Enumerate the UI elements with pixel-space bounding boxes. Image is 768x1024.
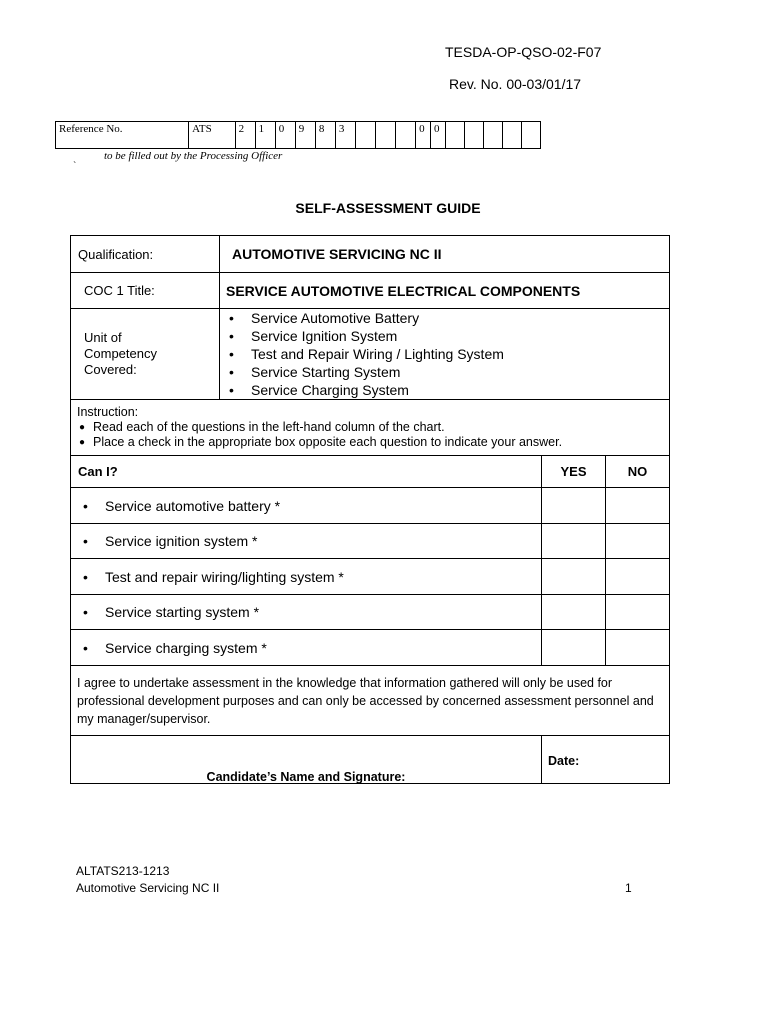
units-list (220, 309, 669, 399)
candidate-signature-label: Candidate’s Name and Signature: (206, 770, 406, 784)
question-row (71, 559, 670, 595)
reference-label: Reference No. (56, 122, 189, 149)
agreement-text: I agree to undertake assessment in the knowledge that information gathered will only be used for professional development purposes and can only be accessed by concerned assessment personnel and my manager/supervisor. (77, 675, 654, 726)
reference-cell (483, 122, 502, 149)
instruction-item: ● Place a check in the appropriate box opposite each question to indicate your answer. (77, 435, 669, 450)
reference-cell (376, 122, 396, 149)
yes-checkbox[interactable] (542, 559, 606, 595)
instruction-row (71, 400, 670, 456)
coc-row (71, 273, 670, 309)
reference-cell: 0 (416, 122, 431, 149)
yes-checkbox[interactable] (542, 524, 606, 559)
question-text: • Service starting system * (71, 604, 541, 620)
coc-label: COC 1 Title: (84, 283, 155, 298)
reference-cell: 1 (255, 122, 275, 149)
reference-cell (502, 122, 521, 149)
yes-checkbox[interactable] (542, 595, 606, 630)
instruction-list (71, 420, 669, 450)
unit-item: • Service Charging System (220, 381, 669, 399)
instruction-item: ● Read each of the questions in the left-hand column of the chart. (77, 420, 669, 435)
question-text: • Test and repair wiring/lighting system * (71, 569, 541, 585)
units-label-line: Unit of (84, 330, 122, 345)
yes-header: YES (560, 464, 587, 479)
signature-row (71, 736, 670, 784)
reference-cell: 3 (335, 122, 355, 149)
reference-cell (464, 122, 483, 149)
unit-item: • Service Automotive Battery (220, 309, 669, 327)
stray-mark: ` (73, 161, 77, 172)
units-label-line: Competency (84, 346, 157, 361)
processing-officer-note: to be filled out by the Processing Officer (104, 150, 283, 162)
reference-cell: 0 (430, 122, 445, 149)
question-row (71, 524, 670, 559)
units-label-line: Covered: (84, 362, 137, 377)
reference-cell (396, 122, 416, 149)
instruction-label: Instruction: (77, 405, 139, 419)
unit-item: • Test and Repair Wiring / Lighting System (220, 345, 669, 363)
form-code: TESDA-OP-QSO-02-F07 (445, 44, 602, 60)
page-number: 1 (625, 881, 632, 895)
question-row (71, 630, 670, 666)
question-text: • Service charging system * (71, 640, 541, 656)
no-checkbox[interactable] (606, 524, 670, 559)
footer-document-code: ALTATS213-1213 (76, 864, 170, 878)
unit-item: • Service Starting System (220, 363, 669, 381)
reference-cell: ATS (189, 122, 235, 149)
question-text: • Service automotive battery * (71, 498, 541, 514)
no-checkbox[interactable] (606, 559, 670, 595)
footer-qualification: Automotive Servicing NC II (76, 881, 220, 895)
revision-number: Rev. No. 00-03/01/17 (449, 76, 582, 92)
candidate-signature-field[interactable] (71, 736, 542, 784)
qualification-value: AUTOMOTIVE SERVICING NC II (232, 246, 442, 262)
reference-cell: 0 (275, 122, 295, 149)
coc-title: SERVICE AUTOMOTIVE ELECTRICAL COMPONENTS (226, 282, 581, 299)
no-header: NO (627, 464, 648, 479)
reference-cell: 8 (315, 122, 335, 149)
unit-item: • Service Ignition System (220, 327, 669, 345)
yes-checkbox[interactable] (542, 488, 606, 524)
question-row (71, 595, 670, 630)
date-label: Date: (548, 754, 580, 768)
qualification-row (71, 236, 670, 273)
date-field[interactable] (542, 736, 670, 784)
reference-cell (355, 122, 375, 149)
page-title: SELF-ASSESSMENT GUIDE (295, 200, 481, 216)
question-row (71, 488, 670, 524)
reference-number-table (55, 121, 541, 149)
reference-cell: 9 (295, 122, 315, 149)
self-assessment-table (70, 235, 670, 784)
units-row (71, 309, 670, 400)
no-checkbox[interactable] (606, 630, 670, 666)
qualification-label: Qualification: (78, 246, 154, 262)
agreement-row (71, 666, 670, 736)
reference-cell (445, 122, 464, 149)
no-checkbox[interactable] (606, 488, 670, 524)
yes-checkbox[interactable] (542, 630, 606, 666)
checklist-header-row (71, 456, 670, 488)
reference-cell (521, 122, 540, 149)
can-i-header: Can I? (78, 464, 118, 479)
no-checkbox[interactable] (606, 595, 670, 630)
reference-cell: 2 (235, 122, 255, 149)
question-text: • Service ignition system * (71, 533, 541, 549)
